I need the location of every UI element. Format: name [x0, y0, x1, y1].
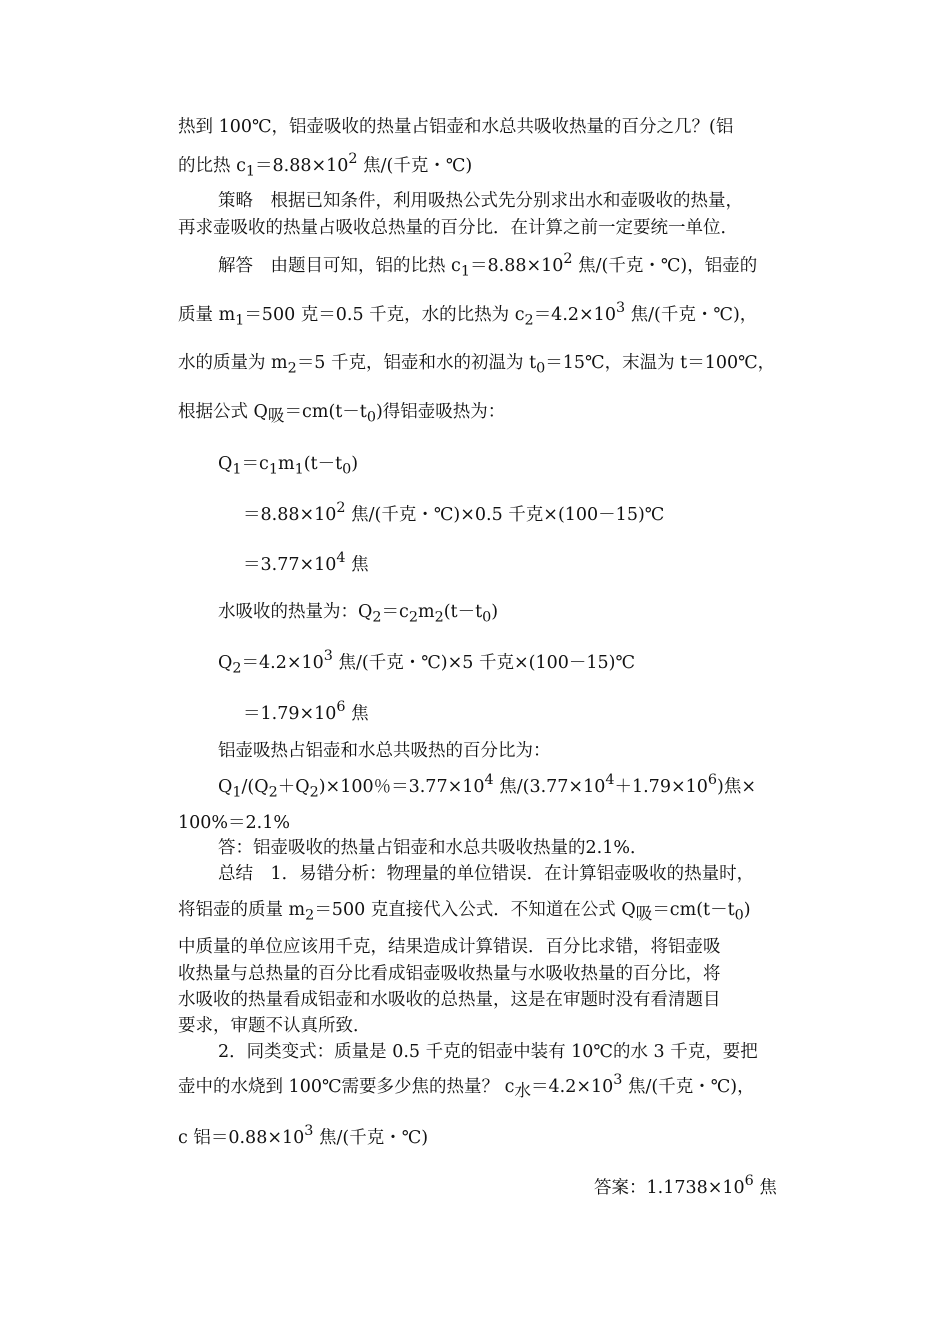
- summary-line-1: 总结 1．易错分析：物理量的单位错误．在计算铝壶吸收的热量时，: [218, 864, 755, 884]
- answer-line: 答：铝壶吸收的热量占铝壶和水总共吸收热量的2.1%．: [218, 838, 648, 858]
- strategy-line-1: 策略 根据已知条件，利用吸热公式先分别求出水和壶吸收的热量，: [218, 191, 743, 211]
- ratio-label: 铝壶吸热占铝壶和水总共吸热的百分比为：: [218, 741, 551, 761]
- solution-line-1: 解答 由题目可知，铝的比热 $c_1=8.88\times 10^2$ 焦/(千克・℃)，铝壶的: [218, 251, 758, 280]
- summary-line-3: 中质量的单位应该用千克，结果造成计算错误．百分比求错，将铝壶吸: [178, 937, 721, 957]
- solution-line-4: 根据公式 $Q_吸=cm(t-t_0)$得铝壶吸热为：: [178, 402, 506, 426]
- problem-line-1: 热到 100℃，铝壶吸收的热量占铝壶和水总共吸收热量的百分之几？(铝: [178, 117, 734, 137]
- solution-line-3: 水的质量为 $m_2=5$ 千克，铝壶和水的初温为 $t_0=15℃$，末温为 t＝100℃，: [178, 353, 776, 377]
- variant-answer: 答案：$1.1738\times 10^6$ 焦: [594, 1173, 777, 1198]
- summary-line-2: 将铝壶的质量 $m_2=500$ 克直接代入公式．不知道在公式 $Q_吸=cm(t-t_0)$: [178, 900, 751, 924]
- variant-line-1: 2．同类变式：质量是 0.5 千克的铝壶中装有 10℃的水 3 千克，要把: [218, 1042, 758, 1062]
- formula-q1-line-3: $=3.77\times 10^4$ 焦: [243, 550, 369, 575]
- ratio-formula-line-1: $Q_1/(Q_2+Q_2)\times 100$％$=3.77\times 10^4$ 焦$/(3.77\times 10^4+1.79\times 10^6)$焦×: [218, 772, 757, 801]
- problem-line-2: 的比热 $c_1=8.88\times 10^2$ 焦/(千克・℃): [178, 151, 473, 180]
- formula-q2-line-3: $=1.79\times 10^6$ 焦: [243, 699, 369, 724]
- solution-line-2: 质量 $m_1=500$ 克＝0.5 千克，水的比热为 $c_2=4.2\times 10^3$ 焦/(千克・℃)，: [178, 300, 758, 329]
- formula-q2-line-1: 水吸收的热量为：$Q_2=c_2m_2(t-t_0)$: [218, 602, 499, 626]
- summary-line-4: 收热量与总热量的百分比看成铝壶吸收热量与水吸收热量的百分比，将: [178, 964, 721, 984]
- variant-line-3: c 铝$=0.88\times 10^3$ 焦/(千克・℃): [178, 1123, 429, 1148]
- formula-q1-line-1: $Q_1=c_1m_1(t-t_0)$: [218, 454, 359, 478]
- strategy-line-2: 再求壶吸收的热量占吸收总热量的百分比．在计算之前一定要统一单位．: [178, 218, 738, 238]
- summary-line-6: 要求，审题不认真所致．: [178, 1016, 371, 1036]
- formula-q2-line-2: $Q_2=4.2\times 10^3$ 焦/(千克・℃)×5 千克×(100－15)℃: [218, 648, 636, 677]
- summary-line-5: 水吸收的热量看成铝壶和水吸收的总热量，这是在审题时没有看清题目: [178, 990, 721, 1010]
- variant-line-2: 壶中的水烧到 100℃需要多少焦的热量？ $c_水=4.2\times 10^3$ 焦/(千克・℃)，: [178, 1072, 755, 1101]
- formula-q1-line-2: $=8.88\times 10^2$ 焦/(千克・℃)×0.5 千克×(100－15)℃: [243, 500, 665, 525]
- ratio-formula-line-2: 100%＝2.1%: [178, 813, 290, 833]
